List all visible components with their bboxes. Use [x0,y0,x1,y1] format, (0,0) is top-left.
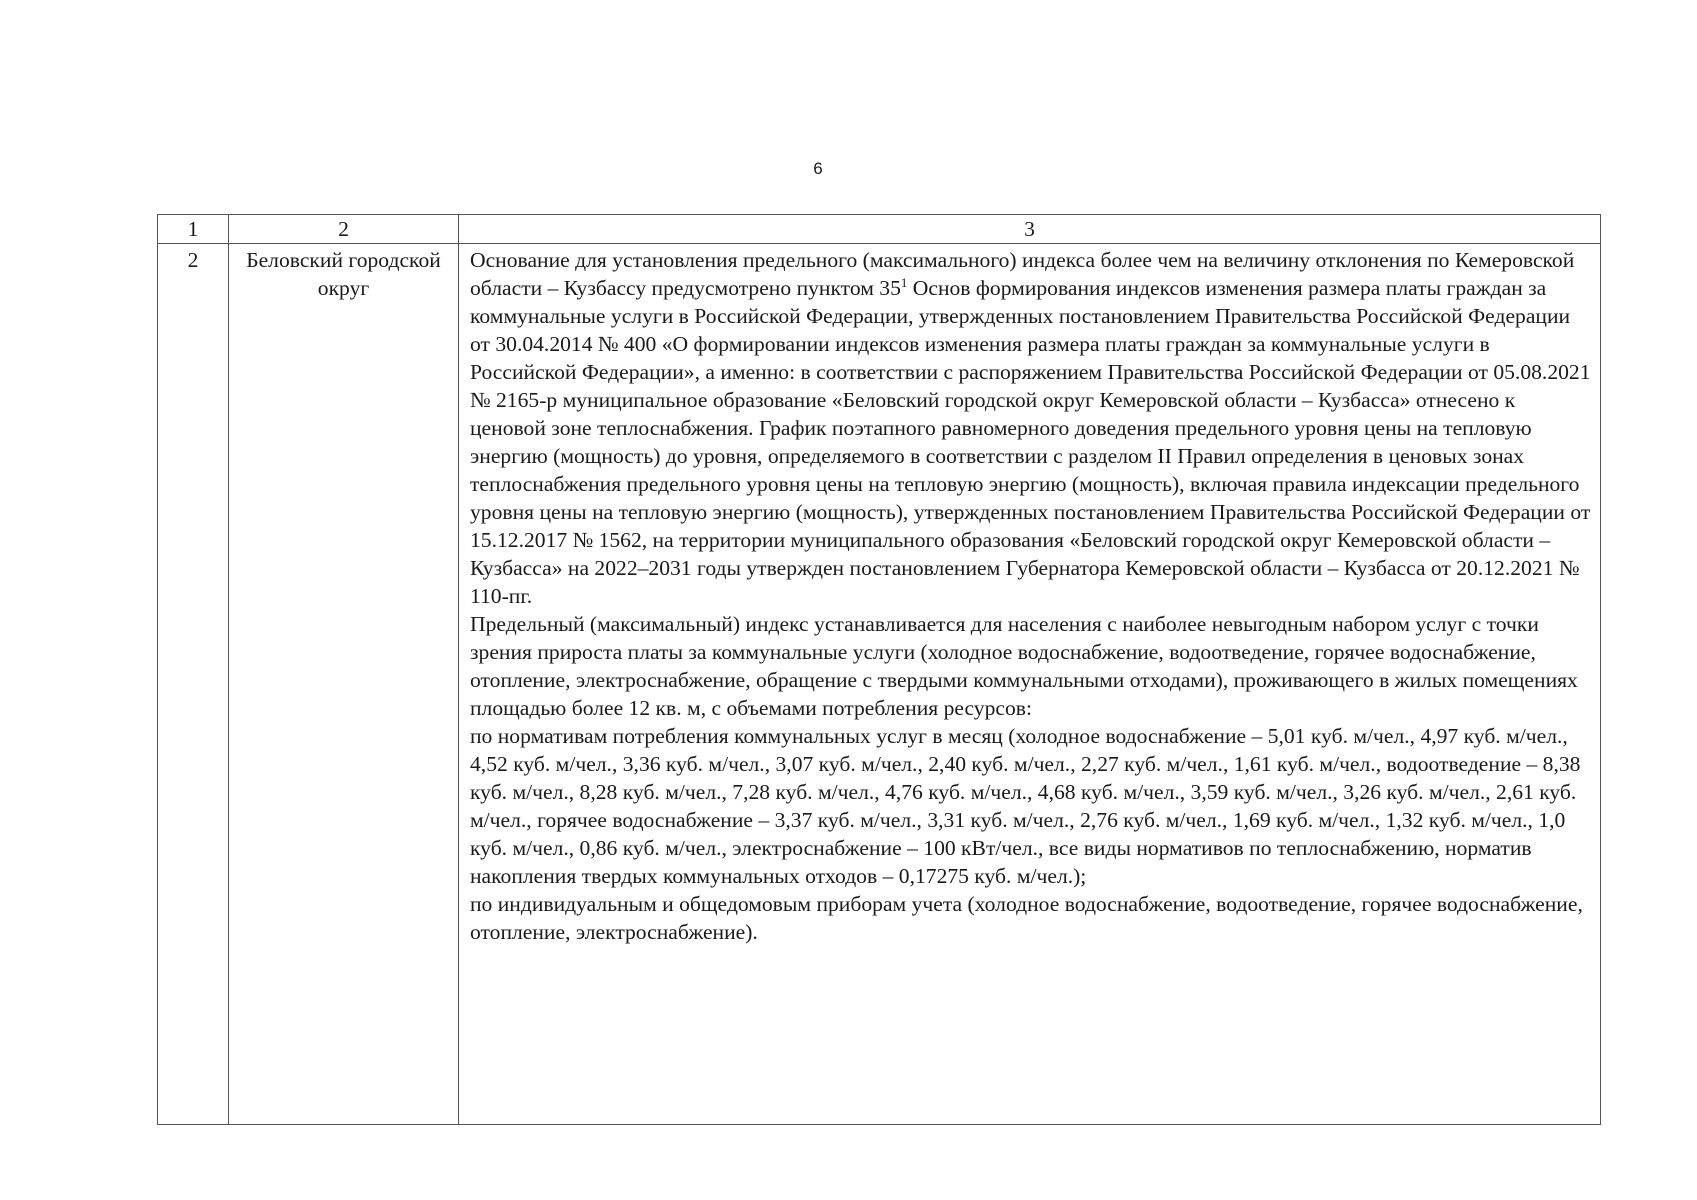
document-table [157,214,1601,1125]
table-row [158,244,1601,1125]
row-number: 2 [158,244,229,1125]
paragraph-meters: по индивидуальным и общедомовым приборам учета (холодное водоснабжение, водоотведение, горячее водоснабжение, отопление, электроснабжение). [470,892,1583,944]
page-number: 6 [813,159,823,178]
municipality-name: Беловский городской округ [229,244,459,1125]
description-cell [459,244,1601,1125]
paragraph-max-index: Предельный (максимальный) индекс устанавливается для населения с наиболее невыгодным набором услуг с точки зрения прироста платы за коммунальные услуги (холодное водоснабжение, водоотведение, горячее водоснабжение, отопление, электроснабжение, обращение с твердыми коммунальными отходами), проживающего в жилых помещениях площадью более 12 кв. м, с объемами потребления ресурсов: [470,612,1578,720]
paragraph-basis [470,246,1592,610]
header-col-1: 1 [158,215,229,244]
footnote-superscript: 1 [900,275,908,290]
header-col-2: 2 [229,215,459,244]
paragraph-norms: по нормативам потребления коммунальных услуг в месяц (холодное водоснабжение – 5,01 куб. м/чел., 4,97 куб. м/чел., 4,52 куб. м/чел., 3,36 куб. м/чел., 3,07 куб. м/чел., 2,40 куб. м/чел., 2,27 куб. м/чел., 1,61 куб. м/чел., водоотведение – 8,38 куб. м/чел., 8,28 куб. м/чел., 7,28 куб. м/чел., 4,76 куб. м/чел., 4,68 куб. м/чел., 3,59 куб. м/чел., 3,26 куб. м/чел., 2,61 куб. м/чел., горячее водоснабжение – 3,37 куб. м/чел., 3,31 куб. м/чел., 2,76 куб. м/чел., 1,69 куб. м/чел., 1,32 куб. м/чел., 1,0 куб. м/чел., 0,86 куб. м/чел., электроснабжение – 100 кВт/чел., все виды нормативов по теплоснабжению, норматив накопления твердых коммунальных отходов – 0,17275 куб. м/чел.); [470,724,1581,888]
basis-text-start: Основание для установления предельного (максимального) индекса более чем на величину отклонения по Кемеровской области – Кузбассу предусмотрено пунктом 35 [470,248,1575,300]
table-header-row [158,215,1601,244]
header-col-3: 3 [459,215,1601,244]
basis-text-end: Основ формирования индексов изменения размера платы граждан за коммунальные услуги в Российской Федерации, утвержденных постановлением Правительства Российской Федерации от 30.04.2014 № 400 «О формировании индексов изменения размера платы граждан за коммунальные услуги в Российской Федерации», а именно: в соответствии с распоряжением Правительства Российской Федерации от 05.08.2021 № 2165-р муниципальное образование «Беловский городской округ Кемеровской области – Кузбасса» отнесено к ценовой зоне теплоснабжения. График поэтапного равномерного доведения предельного уровня цены на тепловую энергию (мощность) до уровня, определяемого в соответствии с разделом II Правил определения в ценовых зонах теплоснабжения предельного уровня цены на тепловую энергию (мощность), включая правила индексации предельного уровня цены на тепловую энергию (мощность), утвержденных постановлением Правительства Российской Федерации от 15.12.2017 № 1562, на территории муниципального образования «Беловский городской округ Кемеровской области – Кузбасса» на 2022–2031 годы утвержден постановлением Губернатора Кемеровской области – Кузбасса от 20.12.2021 № 110-пг. [470,276,1591,608]
